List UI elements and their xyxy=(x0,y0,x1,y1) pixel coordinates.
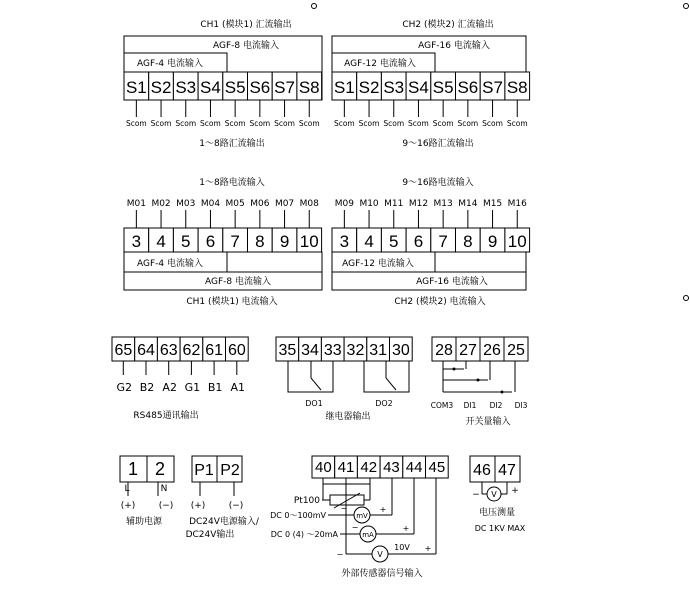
dc24v-terminal-p1: P1 xyxy=(194,462,214,479)
mv-minus: − xyxy=(340,504,348,513)
terminal-35: 35 xyxy=(278,342,297,359)
scom-label: Scom xyxy=(224,119,246,128)
scom-label: Scom xyxy=(457,119,479,128)
ch2-output-footer: 9～16路汇流输出 xyxy=(402,139,474,149)
v-range-label: 10V xyxy=(394,543,410,552)
scom-label: Scom xyxy=(125,119,147,128)
scom-label: Scom xyxy=(175,119,197,128)
terminal-s4: S4 xyxy=(200,78,221,97)
terminal-45: 45 xyxy=(428,459,446,476)
terminal-9: 9 xyxy=(279,232,290,251)
terminal-7: 7 xyxy=(230,232,240,251)
terminal-3: 3 xyxy=(339,232,350,251)
terminal-7: 7 xyxy=(438,232,448,251)
terminal-62: 62 xyxy=(182,342,201,359)
relay-output-block xyxy=(276,337,412,422)
voltage-terminal-47: 47 xyxy=(498,462,516,479)
rs485-label: A2 xyxy=(162,381,177,394)
ma-minus: − xyxy=(351,523,359,532)
terminal-10: 10 xyxy=(299,232,319,251)
terminal-60: 60 xyxy=(227,342,246,359)
terminal-26: 26 xyxy=(483,342,501,359)
scom-label: Scom xyxy=(333,119,355,128)
switch-label: DI2 xyxy=(489,401,503,410)
ch2-current-input-block xyxy=(332,176,530,307)
terminal-s2: S2 xyxy=(358,78,380,97)
terminal-6: 6 xyxy=(205,232,216,251)
s-terminal-strip xyxy=(124,72,322,128)
terminal-34: 34 xyxy=(301,342,319,359)
agf12-input-label: AGF-12 电流输入 xyxy=(342,259,414,269)
terminal-s4: S4 xyxy=(408,78,429,97)
m-label: M01 xyxy=(126,199,146,209)
m-label: M07 xyxy=(274,199,295,209)
ch1-input-header: 1～8路电流输入 xyxy=(199,178,265,188)
scom-label: Scom xyxy=(408,119,429,128)
aux-l-label: L xyxy=(124,484,130,494)
terminal-4: 4 xyxy=(156,232,166,251)
rs485-label: B1 xyxy=(207,381,223,394)
pt100-label: Pt100 xyxy=(293,496,320,506)
scom-label: Scom xyxy=(383,119,405,128)
corner-mark xyxy=(312,4,317,9)
agf4-label: AGF-4 电流输入 xyxy=(137,59,203,69)
scom-label: Scom xyxy=(249,119,271,128)
agf4-input-label: AGF-4 电流输入 xyxy=(137,259,203,269)
m-label: M03 xyxy=(176,199,196,209)
scom-label: Scom xyxy=(506,119,528,128)
rs485-caption: RS485通讯输出 xyxy=(133,411,199,421)
terminal-63: 63 xyxy=(159,342,178,359)
terminal-s5: S5 xyxy=(224,78,246,97)
aux-power-caption: 辅助电源 xyxy=(125,517,163,527)
aux-plus-label: (+) xyxy=(120,501,136,511)
terminal-64: 64 xyxy=(137,342,155,359)
ch2-output-title: CH2 (模块2) 汇流输出 xyxy=(402,20,494,30)
agf8-label: AGF-8 电流输入 xyxy=(213,41,279,51)
v-plus: + xyxy=(424,544,432,553)
scom-label: Scom xyxy=(298,119,320,128)
terminal-s8: S8 xyxy=(298,78,320,97)
m-label: M06 xyxy=(250,199,270,209)
m-label: M15 xyxy=(482,199,503,209)
terminal-s3: S3 xyxy=(383,78,405,97)
relay-caption: 继电器输出 xyxy=(325,412,371,422)
scom-label: Scom xyxy=(358,119,380,128)
voltage-caption-line1: 电压测量 xyxy=(478,508,516,518)
m-label: M11 xyxy=(384,199,404,209)
terminal-3: 3 xyxy=(131,232,142,251)
switch-caption: 开关量输入 xyxy=(465,417,511,427)
voltage-v-symbol: V xyxy=(491,490,497,499)
terminal-s8: S8 xyxy=(506,78,528,97)
ma-plus: + xyxy=(402,524,410,533)
ch2-input-header: 9～16路电流输入 xyxy=(402,178,474,188)
terminal-42: 42 xyxy=(360,459,378,476)
ch2-input-footer: CH2 (模块2) 电流输入 xyxy=(394,297,486,307)
dc24v-terminal-p2: P2 xyxy=(220,462,240,479)
m-label: M08 xyxy=(299,199,319,209)
terminal-30: 30 xyxy=(391,342,410,359)
terminal-9: 9 xyxy=(487,232,498,251)
rs485-label: A1 xyxy=(230,381,246,394)
do1-label: DO1 xyxy=(305,399,323,408)
terminal-6: 6 xyxy=(413,232,424,251)
dc24v-minus-label: (−) xyxy=(228,501,244,511)
m-label: M02 xyxy=(151,199,171,209)
rs485-label: G2 xyxy=(116,381,133,394)
dc24v-caption-line2: DC24V输出 xyxy=(185,530,235,540)
do2-label: DO2 xyxy=(375,399,393,408)
terminal-32: 32 xyxy=(346,342,365,359)
m-label: M14 xyxy=(458,199,478,209)
m-label: M04 xyxy=(200,199,221,209)
ch1-output-footer: 1～8路汇流输出 xyxy=(199,139,265,149)
m-label: M12 xyxy=(408,199,429,209)
dc24v-block xyxy=(186,456,260,540)
switch-input-block xyxy=(431,337,528,427)
m-label: M10 xyxy=(359,199,379,209)
agf16-input-label: AGF-16 电流输入 xyxy=(416,277,488,287)
terminal-s6: S6 xyxy=(457,78,479,97)
terminal-5: 5 xyxy=(181,232,191,251)
terminal-41: 41 xyxy=(337,459,355,476)
ch2-summary-output-block xyxy=(332,18,530,149)
ma-range-label: DC 0 (4) ～20mA xyxy=(270,530,338,539)
voltage-plus: + xyxy=(511,486,519,496)
terminal-s7: S7 xyxy=(482,78,503,97)
m-label: M13 xyxy=(433,199,453,209)
terminal-s3: S3 xyxy=(175,78,197,97)
scom-label: Scom xyxy=(432,119,454,128)
terminal-31: 31 xyxy=(369,342,388,359)
ch1-output-title: CH1 (模块1) 汇流输出 xyxy=(200,20,292,30)
m-label: M16 xyxy=(507,199,527,209)
switch-terminal-strip xyxy=(432,337,528,361)
s-terminal-strip xyxy=(332,72,530,128)
switch-label: DI3 xyxy=(514,401,528,410)
mv-plus: + xyxy=(379,505,387,514)
m-label: M05 xyxy=(225,199,245,209)
ch1-input-footer: CH1 (模块1) 电流输入 xyxy=(186,297,278,307)
terminal-28: 28 xyxy=(435,342,453,359)
terminal-s1: S1 xyxy=(333,78,355,97)
scom-label: Scom xyxy=(150,119,172,128)
terminal-44: 44 xyxy=(405,459,423,476)
mv-range-label: DC 0～100mV xyxy=(270,511,326,520)
external-sensor-block xyxy=(270,456,448,579)
terminal-s2: S2 xyxy=(150,78,172,97)
terminal-65: 65 xyxy=(114,342,133,359)
switch-label: DI1 xyxy=(463,401,477,410)
terminal-s7: S7 xyxy=(274,78,295,97)
rs485-label: B2 xyxy=(139,381,155,394)
voltage-caption-line2: DC 1KV MAX xyxy=(474,524,526,533)
agf16-label: AGF-16 电流输入 xyxy=(418,41,490,51)
switch-label: COM3 xyxy=(430,401,454,410)
mv-symbol: mV xyxy=(356,512,368,520)
terminal-27: 27 xyxy=(459,342,477,359)
aux-minus-label: (−) xyxy=(158,501,174,511)
ma-symbol: mA xyxy=(362,531,374,539)
scom-label: Scom xyxy=(200,119,221,128)
m-terminal-strip xyxy=(332,199,530,252)
dc24v-plus-label: (+) xyxy=(190,501,206,511)
aux-n-label: N xyxy=(160,484,168,494)
rs485-label: G1 xyxy=(184,381,201,394)
m-label: M09 xyxy=(334,199,354,209)
sensor-caption: 外部传感器信号输入 xyxy=(341,569,423,579)
terminal-8: 8 xyxy=(463,232,473,251)
ch1-current-input-block xyxy=(124,176,322,307)
scom-label: Scom xyxy=(482,119,503,128)
voltage-minus: − xyxy=(472,490,480,500)
terminal-4: 4 xyxy=(364,232,374,251)
terminal-s5: S5 xyxy=(432,78,454,97)
terminal-s6: S6 xyxy=(249,78,271,97)
terminal-25: 25 xyxy=(507,342,525,359)
rs485-block xyxy=(112,337,248,421)
aux-power-block xyxy=(120,456,174,527)
relay-terminal-strip xyxy=(276,337,412,361)
agf8-input-label: AGF-8 电流输入 xyxy=(205,277,271,287)
terminal-8: 8 xyxy=(255,232,265,251)
scom-label: Scom xyxy=(274,119,295,128)
aux-terminal-2: 2 xyxy=(154,459,166,479)
dc24v-caption-line1: DC24V电源输入/ xyxy=(189,517,259,527)
terminal-40: 40 xyxy=(315,459,332,476)
ch1-summary-output-block xyxy=(124,18,322,149)
terminal-33: 33 xyxy=(323,342,342,359)
agf12-label: AGF-12 电流输入 xyxy=(344,59,416,69)
m-terminal-strip xyxy=(124,199,322,252)
aux-terminal-1: 1 xyxy=(127,459,139,479)
terminal-10: 10 xyxy=(507,232,527,251)
terminal-61: 61 xyxy=(205,342,224,359)
v-symbol: V xyxy=(377,550,383,559)
voltage-measure-block xyxy=(470,456,526,533)
corner-mark xyxy=(684,4,689,9)
sensor-terminal-strip xyxy=(312,456,448,478)
terminal-5: 5 xyxy=(389,232,399,251)
corner-mark xyxy=(684,296,689,301)
voltage-terminal-46: 46 xyxy=(473,462,491,479)
rs485-terminal-strip xyxy=(112,337,248,394)
terminal-s1: S1 xyxy=(125,78,147,97)
v-minus: − xyxy=(336,550,344,559)
terminal-43: 43 xyxy=(383,459,400,476)
